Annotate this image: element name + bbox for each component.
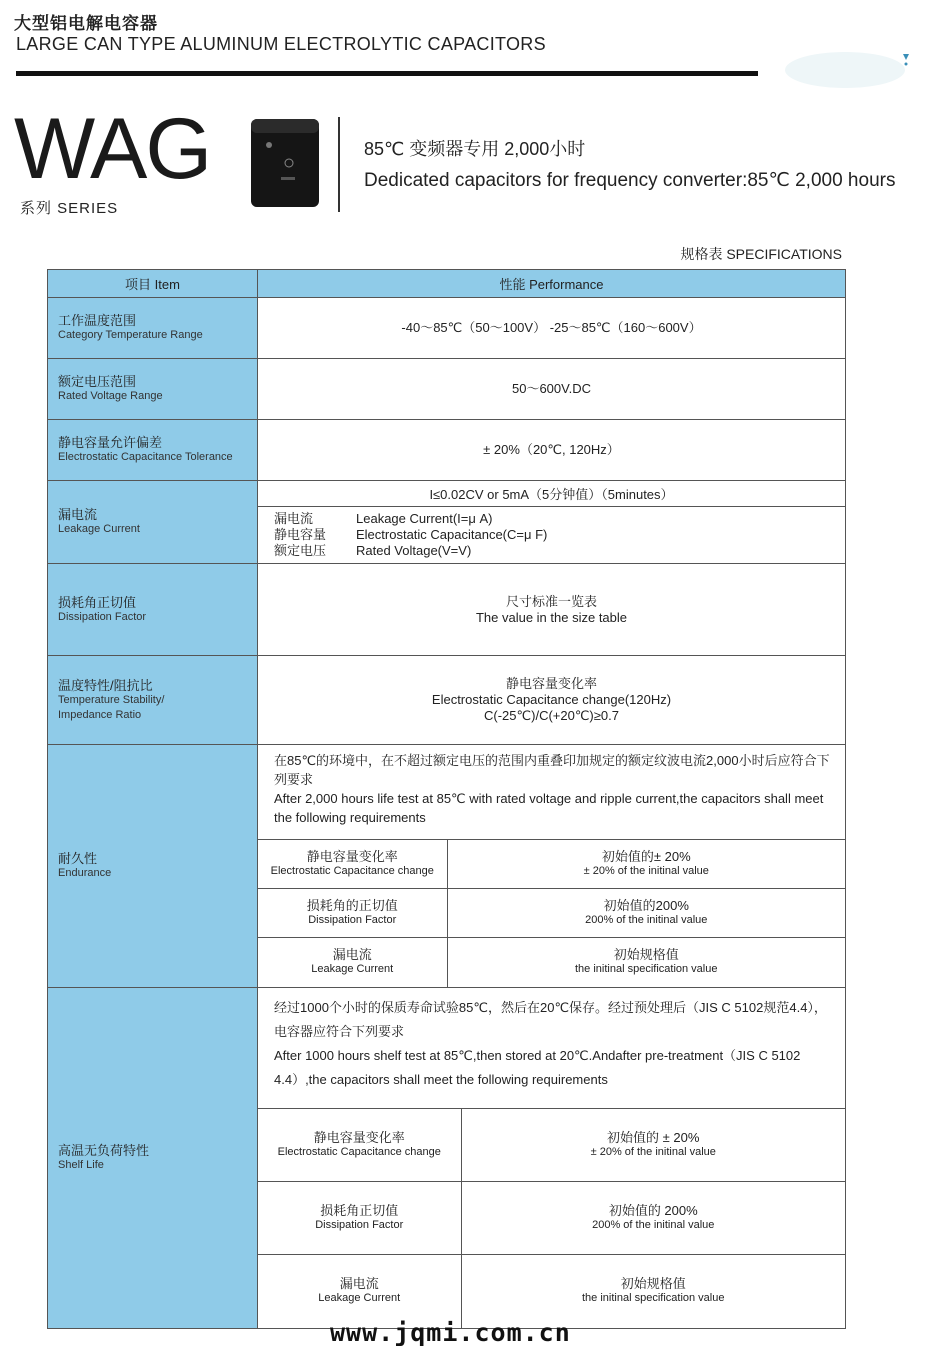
- requirement-item: [258, 1182, 461, 1255]
- item-cn: 损耗角正切值: [320, 1203, 399, 1218]
- req-en: 200% of the initinal value: [592, 1219, 715, 1231]
- header-title-cn: 大型铝电解电容器: [14, 14, 158, 33]
- label-en: Impedance Ratio: [58, 708, 142, 721]
- endurance-text-en: After 2,000 hours life test at 85℃ with rated voltage and ripple current,the capacitors shall meet the following requirements: [274, 791, 824, 825]
- requirement-value: [447, 889, 845, 938]
- tolerance-value: ± 20%（20℃, 120Hz）: [258, 420, 846, 481]
- requirement-item: [258, 938, 447, 987]
- item-en: Electrostatic Capacitance change: [270, 865, 434, 877]
- requirement-item: [258, 840, 447, 889]
- capacitor-image: [249, 117, 321, 209]
- item-en: Electrostatic Capacitance change: [277, 1146, 441, 1158]
- item-en: Leakage Current: [318, 1292, 401, 1305]
- stability-line-1: 静电容量变化率: [505, 676, 597, 691]
- header-rule: [16, 71, 758, 76]
- item-cn: 静电容量变化率: [313, 1130, 405, 1145]
- label-en: Dissipation Factor: [58, 610, 147, 623]
- def-description: Electrostatic Capacitance(C=μ F): [356, 526, 548, 542]
- shelf-life-text-cn: 经过1000个小时的保质寿命试验85℃，然后在20℃保存。经过预处理后（JIS C 5102规范4.4），电容器应符合下列要求: [274, 1000, 827, 1039]
- row-label: [48, 420, 258, 481]
- row-label: [48, 656, 258, 745]
- row-label: [48, 298, 258, 359]
- item-en: Dissipation Factor: [315, 1219, 404, 1231]
- requirement-value: [461, 1109, 845, 1182]
- spec-table: [47, 269, 846, 1329]
- leakage-formula: I≤0.02CV or 5mA（5分钟值）（5minutes）: [258, 482, 845, 507]
- item-cn: 漏电流: [339, 1276, 379, 1292]
- leakage-definitions: [258, 507, 845, 563]
- label-cn: 温度特性/阻抗比: [58, 677, 153, 693]
- row-label: [48, 745, 258, 988]
- def-symbol: 静电容量: [274, 526, 327, 542]
- series-name: WAG: [14, 101, 211, 197]
- def-symbol: 额定电压: [274, 542, 327, 558]
- label-cn: 高温无负荷特性: [58, 1142, 150, 1158]
- requirement-value: [461, 1182, 845, 1255]
- table-row: [48, 481, 846, 564]
- req-cn: 初始值的± 20%: [601, 849, 691, 864]
- label-en: Leakage Current: [58, 523, 140, 535]
- endurance-text-cn: 在85℃的环境中，在不超过额定电压的范围内重叠印加规定的额定纹波电流2,000小时后应符合下列要求: [274, 753, 830, 787]
- table-row: [48, 298, 846, 359]
- table-row: [48, 564, 846, 656]
- def-description: Rated Voltage(V=V): [356, 542, 472, 558]
- requirement-row: [258, 889, 845, 938]
- shelf-life-text: [258, 988, 845, 1108]
- stability-line-3: C(-25℃)/C(+20℃)≥0.7: [484, 708, 619, 723]
- header-item: 项目 Item: [48, 270, 258, 298]
- header-performance: 性能 Performance: [258, 270, 846, 298]
- label-en: Temperature Stability/: [58, 693, 165, 706]
- voltage-range-value: 50～600V.DC: [258, 359, 846, 420]
- req-en: the initinal specification value: [582, 1292, 725, 1305]
- requirement-row: [258, 1255, 845, 1328]
- requirement-value: [447, 840, 845, 889]
- table-row: [48, 656, 846, 745]
- requirement-row: [258, 840, 845, 889]
- label-cn: 漏电流: [58, 507, 98, 522]
- requirement-row: [258, 1109, 845, 1182]
- label-en: Endurance: [58, 867, 112, 879]
- label-en: Electrostatic Capacitance Tolerance: [58, 451, 233, 463]
- item-cn: 静电容量变化率: [306, 849, 398, 864]
- table-row: [48, 359, 846, 420]
- item-en: Dissipation Factor: [308, 914, 397, 926]
- endurance-text: [258, 745, 845, 839]
- requirement-item: [258, 889, 447, 938]
- stability-value: [258, 656, 846, 745]
- title-divider: [338, 117, 340, 212]
- requirement-item: [258, 1255, 461, 1328]
- table-header-row: [48, 270, 846, 298]
- row-label: [48, 481, 258, 564]
- label-en: Category Temperature Range: [58, 329, 203, 341]
- requirement-row: [258, 938, 845, 987]
- table-row: [48, 745, 846, 988]
- subtitle-en: Dedicated capacitors for frequency converter:85℃ 2,000 hours: [364, 170, 896, 191]
- dissipation-value-cn: 尺寸标准一览表: [505, 593, 597, 609]
- shelf-life-requirements: [258, 1108, 845, 1328]
- req-cn: 初始规格值: [620, 1276, 686, 1292]
- req-en: the initinal specification value: [575, 963, 718, 976]
- req-cn: 初始值的 200%: [608, 1203, 698, 1218]
- table-row: [48, 420, 846, 481]
- label-cn: 耐久性: [58, 851, 98, 866]
- row-label: [48, 564, 258, 656]
- row-label: [48, 359, 258, 420]
- table-row: [48, 988, 846, 1329]
- label-cn: 损耗角正切值: [58, 594, 137, 610]
- brand-mark-graphic: [775, 40, 945, 95]
- item-en: Leakage Current: [311, 963, 394, 976]
- requirement-item: [258, 1109, 461, 1182]
- endurance-cell: [258, 745, 846, 988]
- label-en: Rated Voltage Range: [58, 390, 163, 402]
- dissipation-value: [258, 564, 846, 656]
- stability-line-2: Electrostatic Capacitance change(120Hz): [431, 692, 672, 707]
- label-cn: 额定电压范围: [58, 374, 137, 389]
- row-label: [48, 988, 258, 1329]
- dissipation-value-en: The value in the size table: [475, 609, 628, 625]
- requirement-value: [447, 938, 845, 987]
- temp-range-value: -40～85℃（50～100V） -25～85℃（160～600V）: [258, 298, 846, 359]
- item-cn: 漏电流: [332, 947, 372, 963]
- req-cn: 初始值的200%: [603, 898, 689, 913]
- endurance-requirements: [258, 839, 845, 987]
- def-description: Leakage Current(I=μ A): [356, 510, 493, 526]
- shelf-life-cell: [258, 988, 846, 1329]
- label-en: Shelf Life: [58, 1158, 104, 1171]
- req-en: 200% of the initinal value: [585, 914, 708, 926]
- series-label: 系列 SERIES: [20, 200, 119, 217]
- req-cn: 初始值的 ± 20%: [607, 1130, 700, 1145]
- label-cn: 静电容量允许偏差: [58, 435, 163, 450]
- req-en: ± 20% of the initinal value: [583, 865, 709, 877]
- requirement-row: [258, 1182, 845, 1255]
- leakage-value-cell: [258, 481, 846, 564]
- def-symbol: 漏电流: [274, 510, 314, 526]
- spec-title: 规格表 SPECIFICATIONS: [680, 246, 842, 262]
- header-title-en: LARGE CAN TYPE ALUMINUM ELECTROLYTIC CAPACITORS: [16, 34, 546, 54]
- req-cn: 初始规格值: [613, 947, 679, 963]
- requirement-value: [461, 1255, 845, 1328]
- shelf-life-text-en: After 1000 hours shelf test at 85℃,then stored at 20℃.Andafter pre-treatment（JIS C 5102 4.4）,the capacitors shall meet the following requirements: [274, 1048, 801, 1087]
- item-cn: 损耗角的正切值: [306, 898, 398, 913]
- label-cn: 工作温度范围: [58, 313, 137, 328]
- subtitle-cn: 85℃ 变频器专用 2,000小时: [364, 139, 586, 159]
- website-url: www.jqmi.com.cn: [330, 1318, 571, 1347]
- req-en: ± 20% of the initinal value: [590, 1146, 716, 1158]
